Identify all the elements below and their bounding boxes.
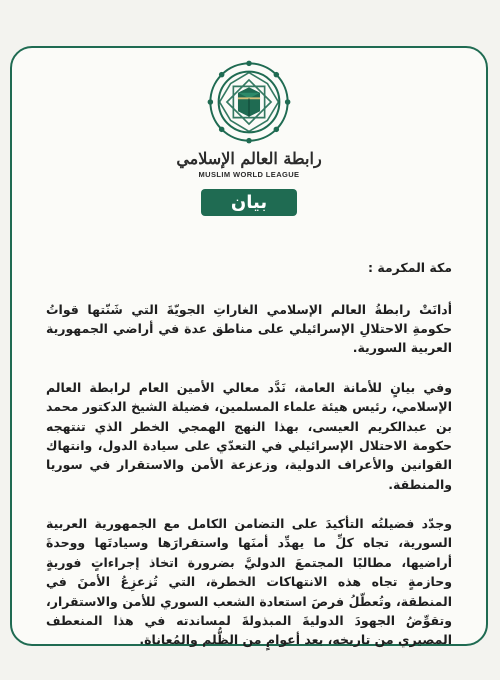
statement-paragraph: وفي بيانٍ للأمانة العامة، نَدَّد معالي الأمين العام لرابطة العالم الإسلامي، رئيس هيئة علماء المسلمين، فضيلة الشيخ الدكتور محمد بن عبدالكريم العيسى، بهذا النهج الهمجي الخطر الذي تنتهجه حكومة الاحتلال الإسرائيلي في التعدّي على سيادة الدول، وانتهاك القوانين والأعراف الدولية، وزعزعة الأمن والاستقرار في سوريا والمنطقة. xyxy=(46,379,452,492)
org-name-ar: رابطة العالم الإسلامي xyxy=(176,149,322,168)
location-line: مكة المكرمة : xyxy=(367,260,452,275)
org-name-en: MUSLIM WORLD LEAGUE xyxy=(198,169,300,179)
statement-paragraph: أدانَتْ رابطةُ العالم الإسلامي الغاراتِ الجويّةَ التي شَنّتها قواتُ حكومةِ الاحتلالِ الإسرائيلي على مناطق عدة في أراضي الجمهورية العربية السورية. xyxy=(46,301,452,356)
header xyxy=(12,56,486,216)
kaaba-in-emblem-icon xyxy=(200,56,298,148)
statement-paragraph: وجدّد فضيلتُه التأكيدَ على التضامن الكامل مع الجمهورية العربية السورية، تجاه كلِّ ما يهدِّد أمنَها واستقرارَها وسيادتَها ووحدةَ أراضيها، مطالبًا المجتمعَ الدوليَّ بضرورة اتخاذ إجراءاتٍ فوريةٍ وحازمةٍ تجاه هذه الانتهاكات الخطرة، التي تُزعزِعُ الأمنَ في المنطقة، وتُعطّلُ فرصَ استعادة الشعب السوري للأمن والاستقرار، وتقوِّضُ الجهودَ الدوليةَ المبذولةَ لمساندته في هذا المنعطف المصيري من تاريخه، بعد أعوامٍ من الظُّلم والمُعاناة. xyxy=(46,516,452,648)
statement-body xyxy=(46,260,452,650)
statement-card xyxy=(10,46,488,646)
statement-title: بيان xyxy=(201,189,297,216)
